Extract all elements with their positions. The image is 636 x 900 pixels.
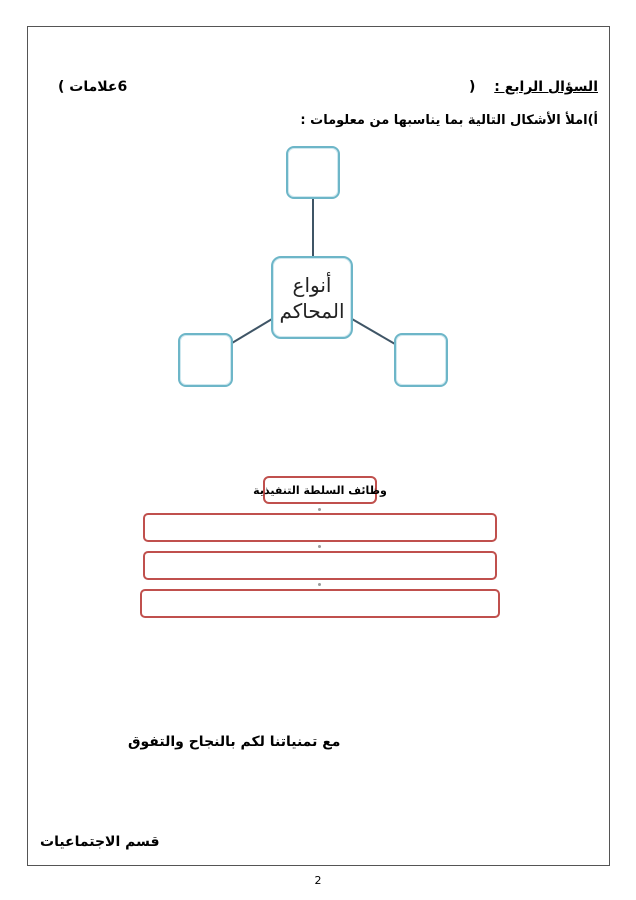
center-label-line2: المحاكم (279, 298, 345, 323)
answer-row[interactable] (140, 589, 500, 618)
answer-row[interactable] (143, 513, 497, 542)
court-types-center-box (271, 256, 353, 339)
center-label-line1: أنواع (292, 272, 332, 297)
connector-left (232, 319, 272, 343)
answer-row[interactable] (143, 551, 497, 580)
blank-box-top[interactable] (286, 146, 340, 199)
question-title-text: السؤال الرابع : (494, 79, 598, 95)
page-number: 2 (314, 874, 322, 887)
connector-dot (318, 508, 321, 511)
executive-functions-title: وظائف السلطة التنفيذية (263, 476, 377, 504)
connector-dot (318, 583, 321, 586)
blank-box-left[interactable] (178, 333, 233, 387)
question-marks: 6علامات ) (58, 79, 128, 95)
closing-wish: مع تمنياتنا لكم بالنجاح والتفوق (128, 734, 341, 750)
connector-right (352, 319, 395, 344)
blank-box-right[interactable] (394, 333, 448, 387)
question-open-paren: ( (468, 79, 476, 95)
connector-dot (318, 545, 321, 548)
question-instruction: أ)املأ الأشكال التالية بما يناسبها من معلومات : (300, 113, 598, 128)
department-name: قسم الاجتماعيات (40, 834, 160, 850)
